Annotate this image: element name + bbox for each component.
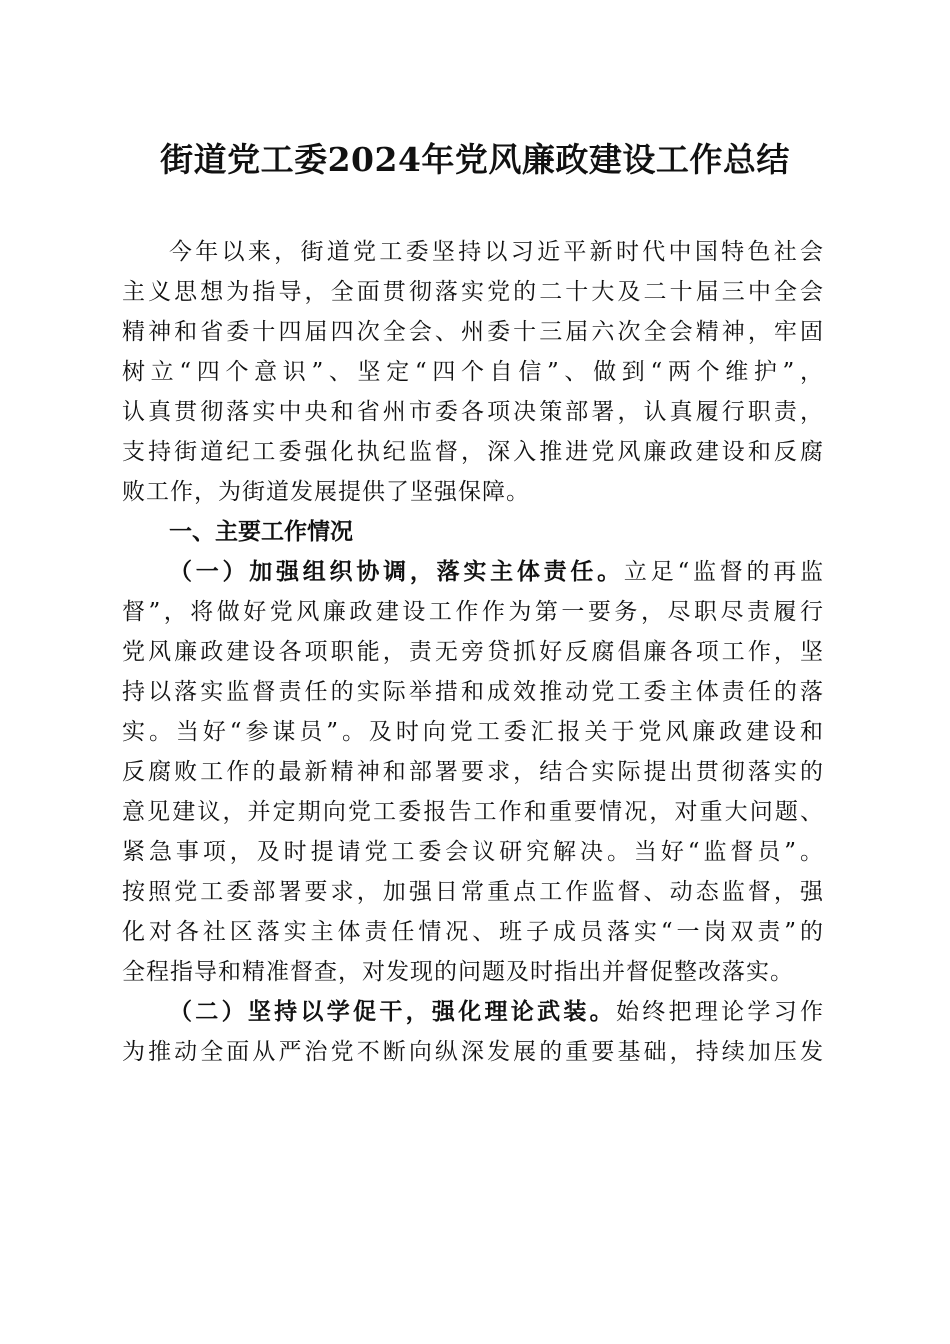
paragraph-line: [122, 992, 824, 1032]
subsection-heading: （一）加强组织协调，落实主体责任。: [169, 558, 624, 585]
paragraph-line: 反腐败工作的最新精神和部署要求，结合实际提出贯彻落实的: [122, 759, 824, 785]
paragraph-line: 紧急事项，及时提请党工委会议研究解决。当好“监督员”。: [122, 839, 824, 865]
paragraph-line: 实。当好“参谋员”。及时向党工委汇报关于党风廉政建设和: [122, 719, 824, 745]
subsection-heading: （二）坚持以学促干，强化理论武装。: [169, 998, 616, 1025]
paragraph-line: 党风廉政建设各项职能，责无旁贷抓好反腐倡廉各项工作，坚: [122, 639, 824, 665]
paragraph-line: 精神和省委十四届四次全会、州委十三届六次全会精神，牢固: [122, 319, 824, 345]
paragraph-line: 按照党工委部署要求，加强日常重点工作监督、动态监督，强: [122, 879, 824, 905]
paragraph-line: 支持街道纪工委强化执纪监督，深入推进党风廉政建设和反腐: [122, 439, 824, 465]
paragraph-line: 主义思想为指导，全面贯彻落实党的二十大及二十届三中全会: [122, 279, 824, 305]
document-title: 街道党工委2024年党风廉政建设工作总结: [160, 140, 790, 179]
paragraph-text: 立足“监督的再监: [623, 559, 824, 585]
paragraph-line: 持以落实监督责任的实际举措和成效推动党工委主体责任的落: [122, 679, 824, 705]
paragraph-text: 始终把理论学习作: [615, 999, 825, 1025]
paragraph-line: 化对各社区落实主体责任情况、班子成员落实“一岗双责”的: [122, 919, 824, 945]
paragraph-line: 督”，将做好党风廉政建设工作作为第一要务，尽职尽责履行: [122, 599, 824, 625]
paragraph-line: 树立“四个意识”、坚定“四个自信”、做到“两个维护”，: [122, 359, 824, 385]
paragraph-line: 今年以来，街道党工委坚持以习近平新时代中国特色社会: [169, 239, 824, 265]
document-body: [122, 232, 824, 1072]
section-heading: 一、主要工作情况: [169, 519, 353, 545]
paragraph-line: [122, 552, 824, 592]
paragraph-line: 全程指导和精准督查，对发现的问题及时指出并督促整改落实。: [122, 959, 794, 985]
paragraph-line: 意见建议，并定期向党工委报告工作和重要情况，对重大问题、: [122, 799, 824, 825]
paragraph-line: 为推动全面从严治党不断向纵深发展的重要基础，持续加压发: [122, 1039, 824, 1065]
paragraph-line: 败工作，为街道发展提供了坚强保障。: [122, 479, 530, 505]
paragraph-line: 认真贯彻落实中央和省州市委各项决策部署，认真履行职责，: [122, 399, 824, 425]
